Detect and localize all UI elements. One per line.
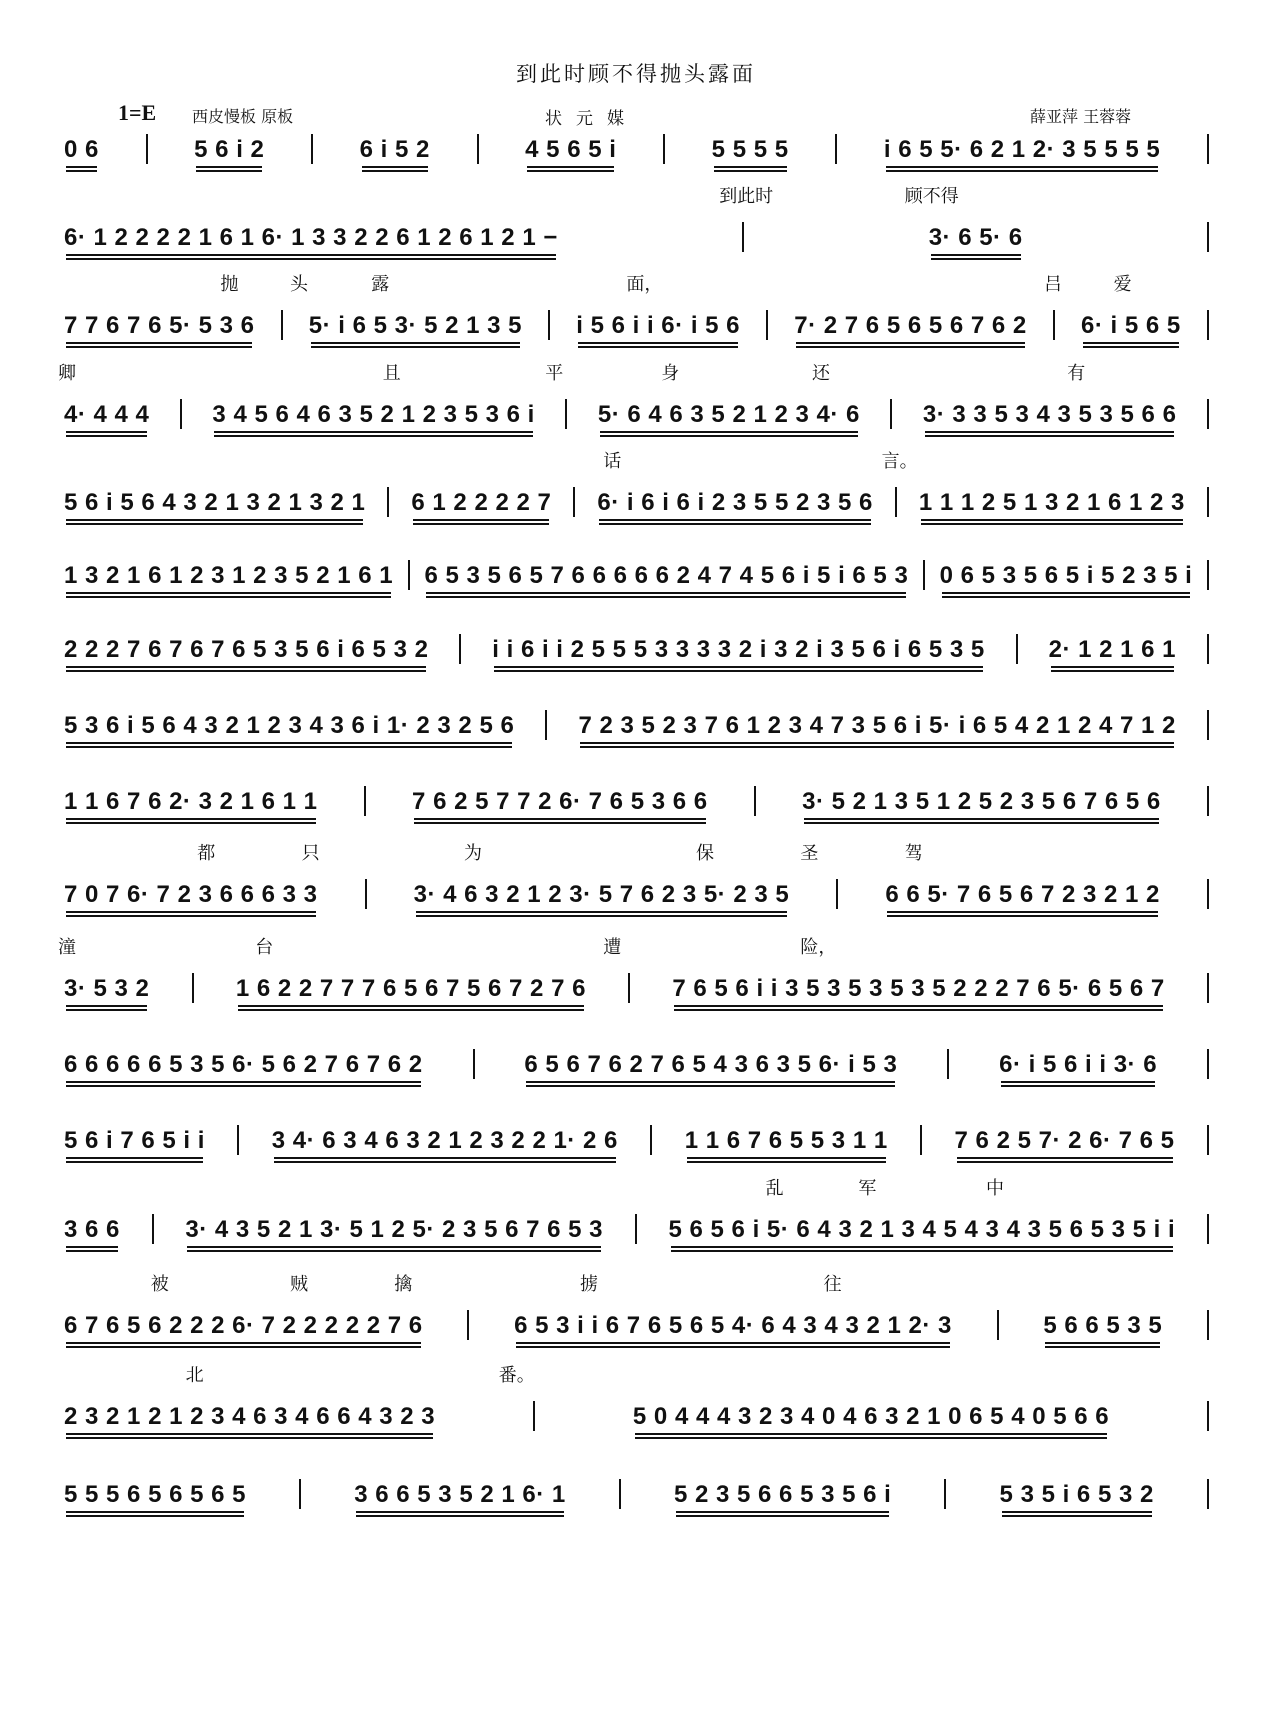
duration-underlines [62, 742, 1212, 750]
lyric-syllable: 爱 [1113, 274, 1132, 295]
lyric-syllable: 掳 [580, 1274, 598, 1295]
barline [920, 1125, 922, 1155]
duration-underlines [62, 342, 1212, 350]
lyric-line [58, 182, 1218, 206]
lyric-line [58, 1361, 1218, 1385]
barline [1207, 222, 1209, 252]
barline [548, 310, 550, 340]
measure: 5· i 6 5 3· 5 2 1 3 5 [308, 312, 523, 339]
lyric-syllable: 中 [986, 1178, 1004, 1199]
barline [835, 134, 837, 164]
measure: 3· 5 3 2 [64, 975, 150, 1002]
measure: 3 6 6 5 3 5 2 1 6· 1 [354, 1481, 566, 1508]
measure: 7 2 3 5 2 3 7 6 1 2 3 4 7 3 5 6 i 5· i 6 5 4 2 1 2 4 7 1 2 [578, 712, 1176, 739]
lyric-syllable: 遭 [603, 937, 622, 958]
lyric-syllable: 保 [696, 843, 714, 864]
measure: 3· 4 6 3 2 1 2 3· 5 7 6 2 3 5· 2 3 5 [413, 881, 790, 908]
barline [1207, 1049, 1209, 1079]
lyric-syllable: 军 [858, 1178, 877, 1199]
lyric-syllable: 圣 [800, 843, 819, 864]
notation-row [62, 967, 1212, 1003]
lyric-syllable: 潼 [58, 937, 76, 958]
notation-row [62, 481, 1212, 517]
lyric-syllable: 贼 [290, 1274, 308, 1295]
measure: 5 3 6 i 5 6 4 3 2 1 2 3 4 3 6 i 1· 2 3 2 5 6 [64, 712, 515, 739]
measure: 5 6 i 7 6 5 i i [64, 1127, 205, 1154]
lyric-syllable: 番。 [498, 1365, 535, 1386]
lyric-syllable: 身 [661, 363, 680, 384]
measure: 2 3 2 1 2 1 2 3 4 6 3 4 6 6 4 3 2 3 [64, 1403, 436, 1430]
measure: 6 6 5· 7 6 5 6 7 2 3 2 1 2 [885, 881, 1160, 908]
duration-underlines [62, 1511, 1212, 1519]
barline [192, 973, 194, 1003]
measure: 6· i 5 6 5 [1081, 312, 1181, 339]
duration-underlines [62, 166, 1212, 174]
measure: 6 7 6 5 6 2 2 2 6· 7 2 2 2 2 2 7 6 [64, 1312, 423, 1339]
notation-row [62, 1208, 1212, 1244]
lyric-line [58, 1174, 1218, 1198]
barline [1207, 310, 1209, 340]
barline [663, 134, 665, 164]
measure: 6· 1 2 2 2 2 1 6 1 6· 1 3 3 2 2 6 1 2 6 1 2 1 − [64, 224, 558, 251]
lyric-syllable: 险， [800, 937, 837, 958]
measure: 7 0 7 6· 7 2 3 6 6 6 3 3 [64, 881, 318, 908]
lyric-syllable: 卿 [58, 363, 76, 384]
barline [473, 1049, 475, 1079]
duration-underlines [62, 1342, 1212, 1350]
measure: 4 5 6 5 i [525, 136, 617, 163]
measure: 3· 6 5· 6 [928, 224, 1023, 251]
measure: 7 6 2 5 7 7 2 6· 7 6 5 3 6 6 [412, 788, 708, 815]
barline [299, 1479, 301, 1509]
notation-row [62, 393, 1212, 429]
notation-row [62, 1395, 1212, 1431]
measure: 5 2 3 5 6 6 5 3 5 6 i [673, 1481, 892, 1508]
measure: 3 6 6 [64, 1216, 120, 1243]
measure: 3· 4 3 5 2 1 3· 5 1 2 5· 2 3 5 6 7 6 5 3 [185, 1216, 603, 1243]
notation-row [62, 873, 1212, 909]
measure: 6 i 5 2 [359, 136, 430, 163]
barline [364, 786, 366, 816]
lyric-syllable: 北 [185, 1365, 204, 1386]
notation-row [62, 704, 1212, 740]
lyric-line [58, 447, 1218, 471]
duration-underlines [62, 1246, 1212, 1254]
barline [628, 973, 630, 1003]
measure: 5 5 5 6 5 6 5 6 5 [64, 1481, 246, 1508]
lyric-syllable: 还 [812, 363, 830, 384]
barline [1207, 399, 1209, 429]
barline [1207, 560, 1209, 590]
measure: 6 5 6 7 6 2 7 6 5 4 3 6 3 5 6· i 5 3 [524, 1051, 898, 1078]
lyric-syllable: 都 [197, 843, 216, 864]
barline [573, 487, 575, 517]
measure: 2 2 2 7 6 7 6 7 6 5 3 5 6 i 6 5 3 2 [64, 636, 429, 663]
measure: 5 6 5 6 i 5· 6 4 3 2 1 3 4 5 4 3 4 3 5 6 5 3 5 i i [668, 1216, 1176, 1243]
measure: 4· 4 4 4 [64, 401, 150, 428]
measure: 1 1 1 2 5 1 3 2 1 6 1 2 3 [918, 489, 1185, 516]
barline [477, 134, 479, 164]
duration-underlines [62, 1081, 1212, 1089]
barline [387, 487, 389, 517]
barline [311, 134, 313, 164]
measure: 5· 6 4 6 3 5 2 1 2 3 4· 6 [597, 401, 860, 428]
notation-row [62, 216, 1212, 252]
measure: i 5 6 i i 6· i 5 6 [576, 312, 741, 339]
lyric-syllable: 往 [823, 1274, 842, 1295]
lyric-syllable: 抛 [220, 274, 239, 295]
barline [947, 1049, 949, 1079]
barline [754, 786, 756, 816]
duration-underlines [62, 592, 1212, 600]
notation-row [62, 780, 1212, 816]
lyric-syllable: 被 [150, 1274, 169, 1295]
opera-name: 状元媒 [545, 109, 638, 129]
barline [237, 1125, 239, 1155]
barline [895, 487, 897, 517]
barline [408, 560, 410, 590]
measure: 1 3 2 1 6 1 2 3 1 2 3 5 2 1 6 1 [64, 562, 394, 589]
lyric-syllable: 为 [464, 843, 482, 864]
measure: 3· 3 3 5 3 4 3 5 3 5 6 6 [922, 401, 1177, 428]
lyric-line [58, 933, 1218, 957]
measure: 3 4 5 6 4 6 3 5 2 1 2 3 5 3 6 i [212, 401, 535, 428]
measure: 3 4· 6 3 4 6 3 2 1 2 3 2 2 1· 2 6 [271, 1127, 618, 1154]
barline [1207, 973, 1209, 1003]
barline [1207, 1479, 1209, 1509]
barline [1207, 1214, 1209, 1244]
measure: 1 1 6 7 6 2· 3 2 1 6 1 1 [64, 788, 318, 815]
barline [1207, 634, 1209, 664]
measure: 5 0 4 4 4 3 2 3 4 0 4 6 3 2 1 0 6 5 4 0 5 6 6 [632, 1403, 1110, 1430]
lyric-syllable: 头 [290, 274, 308, 295]
measure: 5 6 i 2 [194, 136, 265, 163]
measure: 6 6 6 6 6 5 3 5 6· 5 6 2 7 6 7 6 2 [64, 1051, 423, 1078]
lyric-syllable: 有 [1067, 363, 1086, 384]
lyric-syllable: 顾不得 [904, 186, 959, 207]
barline [1207, 1401, 1209, 1431]
barline [635, 1214, 637, 1244]
measure: i 6 5 5· 6 2 1 2· 3 5 5 5 5 [883, 136, 1161, 163]
barline [459, 634, 461, 664]
barline [545, 710, 547, 740]
measure: 6· i 6 i 6 i 2 3 5 5 2 3 5 6 [597, 489, 873, 516]
notation-row [62, 1304, 1212, 1340]
lyric-syllable: 话 [603, 451, 622, 472]
duration-underlines [62, 666, 1212, 674]
measure: 0 6 5 3 5 6 5 i 5 2 3 5 i [939, 562, 1193, 589]
barline [1207, 1125, 1209, 1155]
barline [281, 310, 283, 340]
tempo-marking: 西皮慢板 原板 [192, 107, 294, 126]
lyric-line [58, 839, 1218, 863]
barline [1207, 879, 1209, 909]
measure: 0 6 [64, 136, 99, 163]
measure: 3· 5 2 1 3 5 1 2 5 2 3 5 6 7 6 5 6 [802, 788, 1161, 815]
measure: 7· 2 7 6 5 6 5 6 7 6 2 [794, 312, 1027, 339]
measure: 5 6 6 5 3 5 [1043, 1312, 1163, 1339]
lyric-syllable: 露 [371, 274, 390, 295]
barline [467, 1310, 469, 1340]
notation-row [62, 304, 1212, 340]
measure: 6 5 3 5 6 5 7 6 6 6 6 6 2 4 7 4 5 6 i 5 i 6 5 3 [424, 562, 909, 589]
lyric-syllable: 面， [626, 274, 663, 295]
barline [619, 1479, 621, 1509]
duration-underlines [62, 254, 1212, 262]
measure: i i 6 i i 2 5 5 5 3 3 3 3 2 i 3 2 i 3 5 6 i 6 5 3 5 [492, 636, 985, 663]
measure: 7 6 2 5 7· 2 6· 7 6 5 [954, 1127, 1175, 1154]
barline [1207, 1310, 1209, 1340]
performer-credit: 薛亚萍 王蓉蓉 [1030, 107, 1132, 126]
notation-row [62, 128, 1212, 164]
barline [997, 1310, 999, 1340]
barline [650, 1125, 652, 1155]
lyric-syllable: 乱 [765, 1178, 784, 1199]
lyric-syllable: 台 [255, 937, 274, 958]
lyric-syllable: 言。 [881, 451, 918, 472]
notation-row [62, 554, 1212, 590]
duration-underlines [62, 1433, 1212, 1441]
page-title: 到此时顾不得抛头露面 [516, 62, 756, 86]
lyric-syllable: 且 [382, 363, 401, 384]
barline [1207, 786, 1209, 816]
measure: 5 3 5 i 6 5 3 2 [999, 1481, 1154, 1508]
measure: 7 6 5 6 i i 3 5 3 5 3 5 3 5 2 2 2 7 6 5· 6 5 6 7 [672, 975, 1165, 1002]
barline [766, 310, 768, 340]
barline [1207, 487, 1209, 517]
measure: 6 1 2 2 2 2 7 [411, 489, 552, 516]
lyric-line [58, 270, 1218, 294]
lyric-syllable: 只 [301, 843, 320, 864]
measure: 1 6 2 2 7 7 7 6 5 6 7 5 6 7 2 7 6 [235, 975, 586, 1002]
barline [1207, 710, 1209, 740]
lyric-line [58, 359, 1218, 383]
barline [836, 879, 838, 909]
notation-row [62, 1119, 1212, 1155]
barline [923, 560, 925, 590]
notation-row [62, 1043, 1212, 1079]
measure: 6· i 5 6 i i 3· 6 [999, 1051, 1158, 1078]
barline [152, 1214, 154, 1244]
duration-underlines [62, 911, 1212, 919]
duration-underlines [62, 1005, 1212, 1013]
measure: 1 1 6 7 6 5 5 3 1 1 [684, 1127, 888, 1154]
measure: 2· 1 2 1 6 1 [1048, 636, 1177, 663]
notation-row [62, 628, 1212, 664]
barline [890, 399, 892, 429]
barline [1207, 134, 1209, 164]
barline [565, 399, 567, 429]
lyric-syllable: 平 [545, 363, 564, 384]
barline [180, 399, 182, 429]
measure: 7 7 6 7 6 5· 5 3 6 [64, 312, 255, 339]
measure: 6 5 3 i i 6 7 6 5 6 5 4· 6 4 3 4 3 2 1 2· 3 [514, 1312, 952, 1339]
barline [1053, 310, 1055, 340]
lyric-syllable: 到此时 [719, 186, 774, 207]
barline [146, 134, 148, 164]
lyric-syllable: 擒 [394, 1274, 413, 1295]
duration-underlines [62, 431, 1212, 439]
barline [944, 1479, 946, 1509]
barline [533, 1401, 535, 1431]
measure: 5 5 5 5 [711, 136, 789, 163]
lyric-line [58, 1270, 1218, 1294]
notation-row [62, 1473, 1212, 1509]
barline [365, 879, 367, 909]
measure: 5 6 i 5 6 4 3 2 1 3 2 1 3 2 1 [64, 489, 366, 516]
lyric-syllable: 吕 [1044, 274, 1062, 295]
lyric-syllable: 驾 [904, 843, 923, 864]
key-signature: 1=E [118, 100, 157, 125]
barline [742, 222, 744, 252]
duration-underlines [62, 818, 1212, 826]
duration-underlines [62, 519, 1212, 527]
barline [1016, 634, 1018, 664]
duration-underlines [62, 1157, 1212, 1165]
